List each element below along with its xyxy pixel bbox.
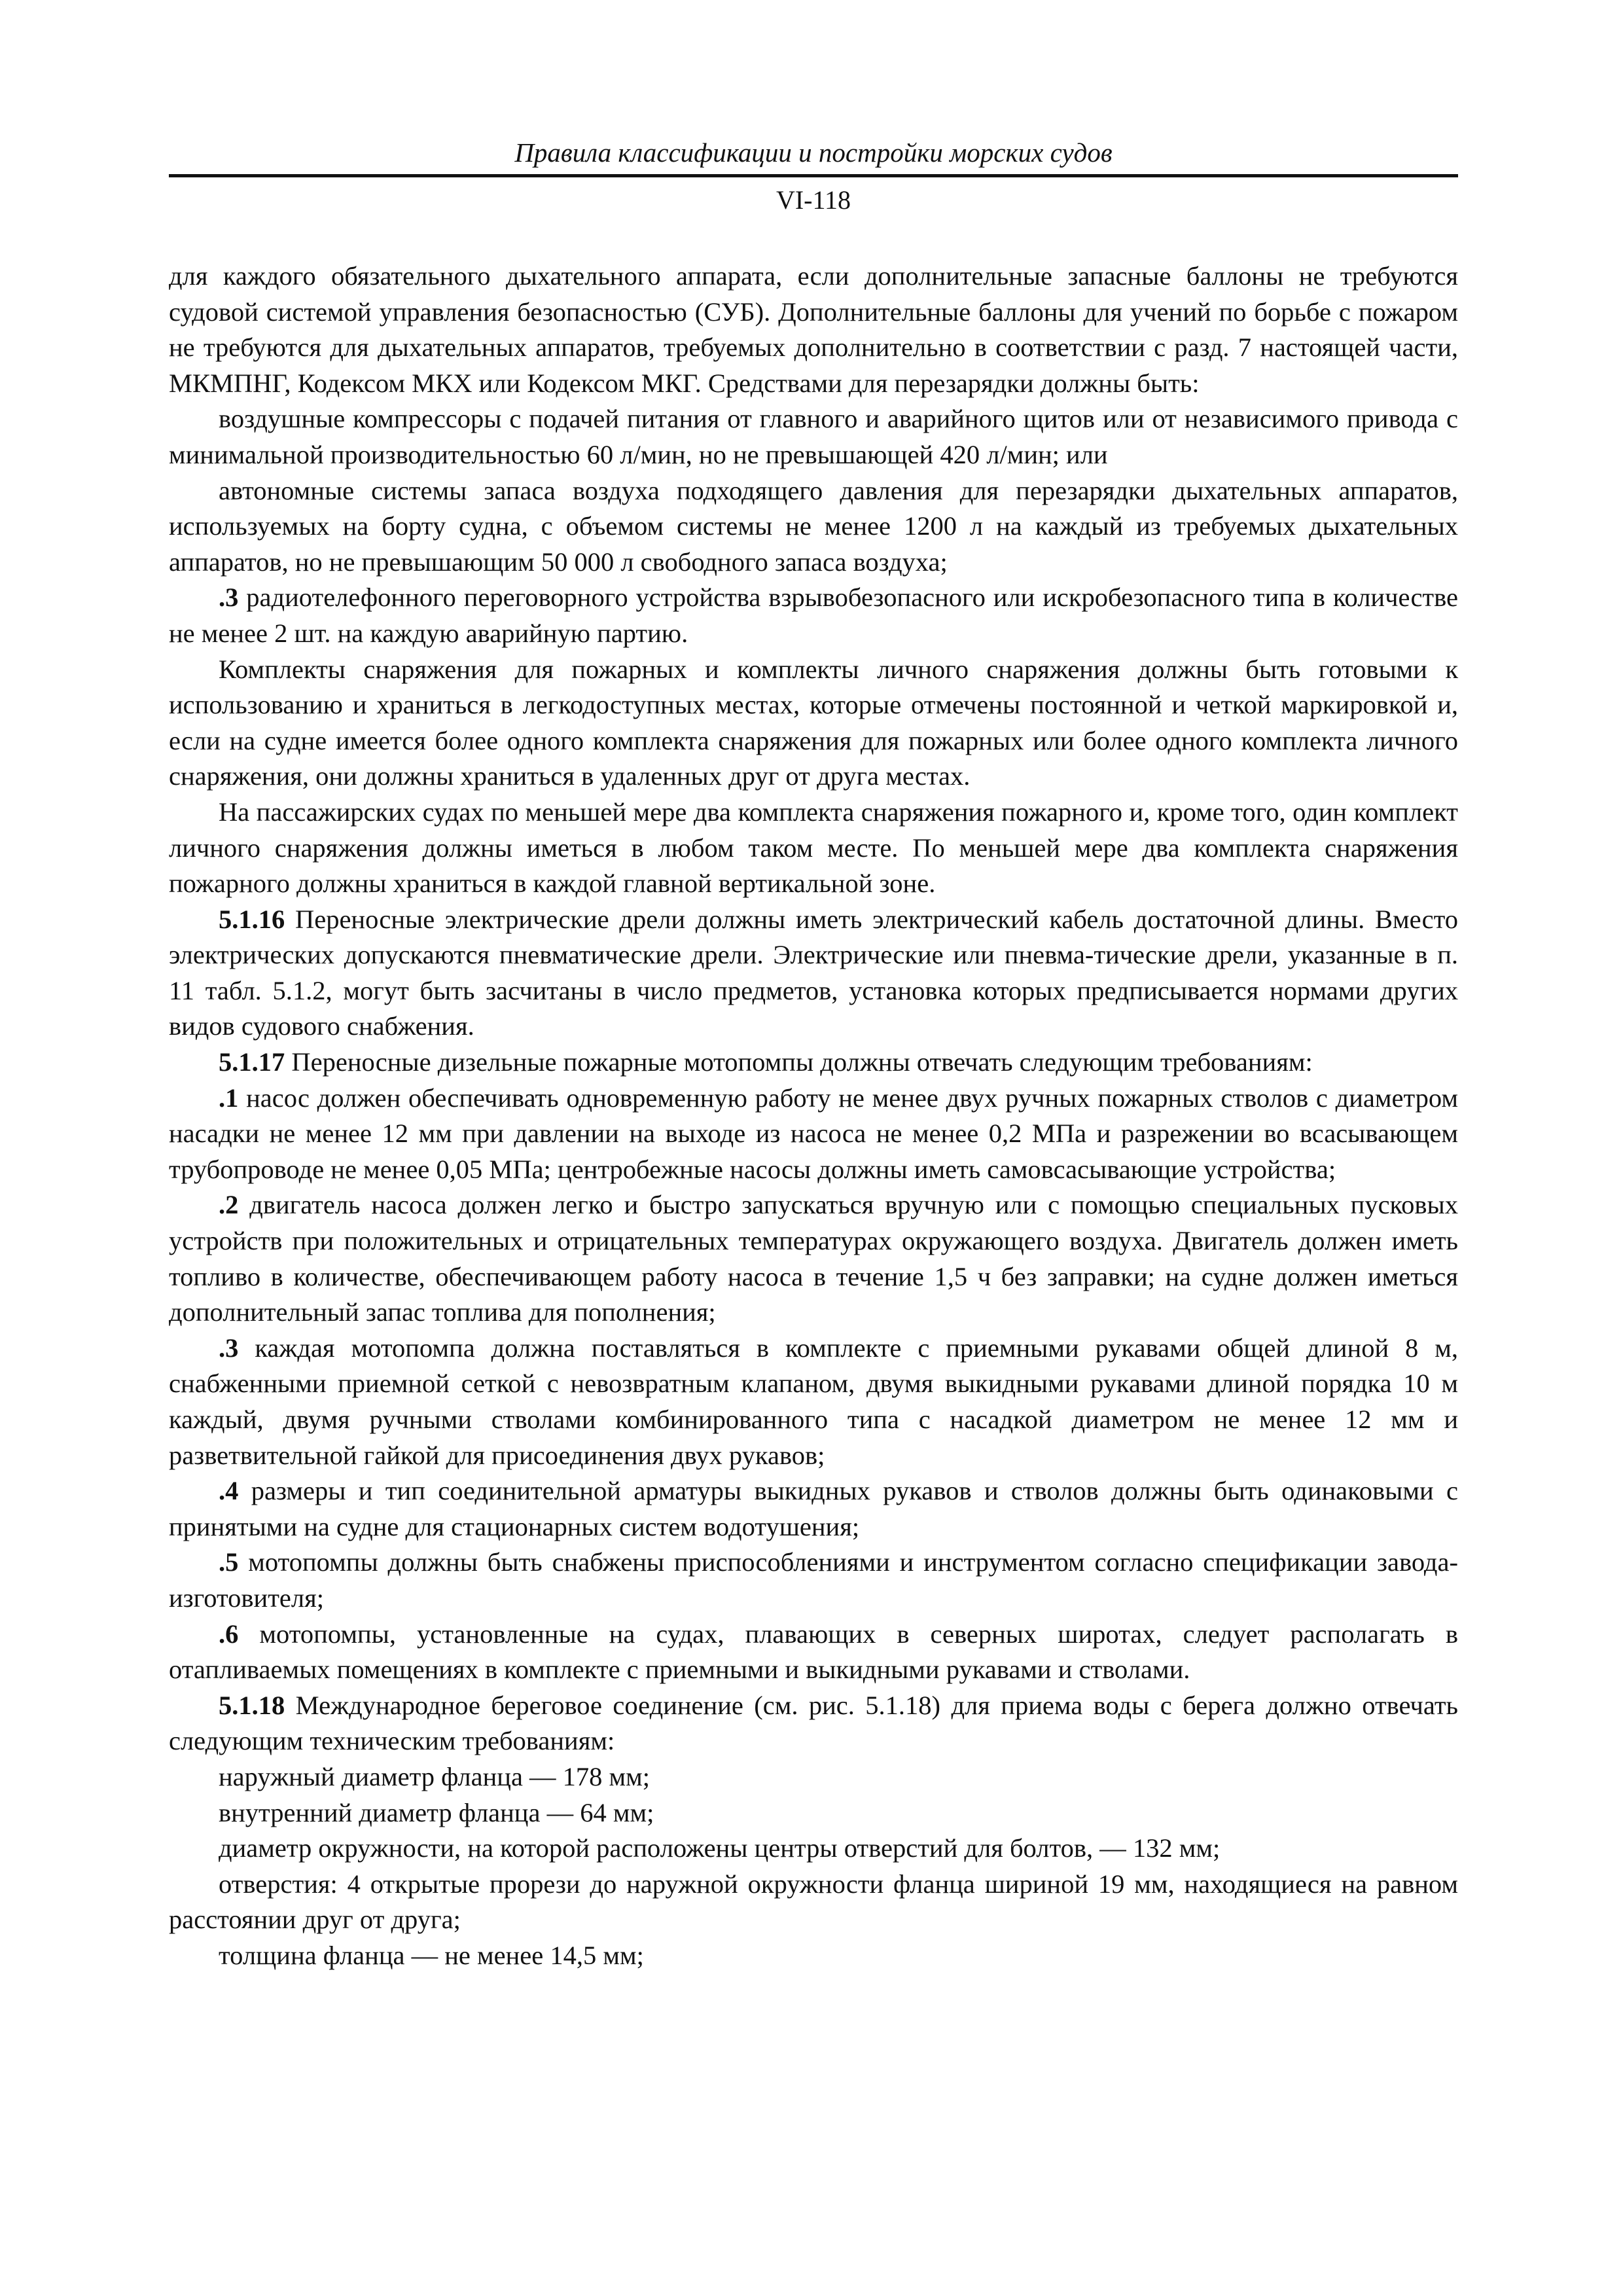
running-title: Правила классификации и постройки морских судов xyxy=(514,137,1113,168)
paragraph xyxy=(169,1045,1458,1081)
paragraph xyxy=(169,1688,1458,1759)
section-number: 5.1.18 xyxy=(219,1690,285,1720)
paragraph xyxy=(169,1331,1458,1473)
item-number: .4 xyxy=(219,1476,239,1506)
paragraph-text: Переносные дизельные пожарные мотопомпы должны отвечать следующим требованиям: xyxy=(285,1047,1313,1077)
page-number: VI-118 xyxy=(776,185,851,215)
paragraph-text: мотопомпы, установленные на судах, плавающих в северных широтах, следует располагать в отапливаемых помещениях в комплекте с приемными и выкидными рукавами и стволами. xyxy=(169,1619,1458,1685)
header-rule xyxy=(169,174,1458,177)
paragraph xyxy=(169,902,1458,1045)
paragraph xyxy=(169,580,1458,651)
paragraph-text: диаметр окружности, на которой расположены центры отверстий для болтов, — 132 мм; xyxy=(219,1833,1221,1863)
paragraph xyxy=(169,1831,1458,1867)
section-number: 5.1.17 xyxy=(219,1047,285,1077)
paragraph-text: воздушные компрессоры с подачей питания от главного и аварийного щитов или от независимого привода с минимальной производительностью 60 л/мин, но не превышающей 420 л/мин; или xyxy=(169,404,1458,469)
item-number: .3 xyxy=(219,583,239,613)
paragraph xyxy=(169,1617,1458,1688)
paragraph-text: мотопомпы должны быть снабжены приспособлениями и инструментом согласно спецификации завода-изготовителя; xyxy=(169,1547,1458,1613)
paragraph-text: двигатель насоса должен легко и быстро запускаться вручную или с помощью специальных пусковых устройств при положительных и отрицательных температурах окружающего воздуха. Двигатель должен иметь топливо в количестве, обеспечивающем работу насоса в течение 1,5 ч без заправки; на судне должен иметься дополнительный запас топлива для пополнения; xyxy=(169,1190,1458,1327)
paragraph-text: радиотелефонного переговорного устройства взрывобезопасного или искробезопасного типа в количестве не менее 2 шт. на каждую аварийную партию. xyxy=(169,583,1458,648)
paragraph-text: насос должен обеспечивать одновременную работу не менее двух ручных пожарных стволов с диаметром насадки не менее 12 мм при давлении на выходе из насоса не менее 0,2 МПа и разрежении во всасывающем трубопроводе не менее 0,05 МПа; центробежные насосы должны иметь самовсасывающие устройства; xyxy=(169,1083,1458,1184)
paragraph-text: Переносные электрические дрели должны иметь электрический кабель достаточной длины. Вместо электрических допускаются пневматические дрели. Электрические или пневма-тические дрели, указанные в п. 11 табл. 5.1.2, могут быть засчитаны в число предметов, установка которых предписывается нормами других видов судового снабжения. xyxy=(169,904,1458,1041)
paragraph xyxy=(169,652,1458,795)
item-number: .5 xyxy=(219,1547,239,1577)
paragraph-text: автономные системы запаса воздуха подходящего давления для перезарядки дыхательных аппаратов, используемых на борту судна, с объемом системы не менее 1200 л на каждый из требуемых дыхательных аппаратов, но не превышающим 50 000 л свободного запаса воздуха; xyxy=(169,475,1458,577)
paragraph-text: Комплекты снаряжения для пожарных и комплекты личного снаряжения должны быть готовыми к использованию и храниться в легкодоступных местах, которые отмечены постоянной и четкой маркировкой и, если на судне имеется более одного комплекта снаряжения для пожарных или более одного комплекта личного снаряжения, они должны храниться в удаленных друг от друга местах. xyxy=(169,654,1458,791)
paragraph xyxy=(169,401,1458,473)
paragraph xyxy=(169,473,1458,581)
paragraph xyxy=(169,1187,1458,1330)
paragraph xyxy=(169,1759,1458,1795)
item-number: .2 xyxy=(219,1190,239,1220)
paragraph-text: наружный диаметр фланца — 178 мм; xyxy=(219,1761,651,1791)
item-number: .3 xyxy=(219,1333,239,1363)
paragraph xyxy=(169,1938,1458,1974)
paragraph-text: для каждого обязательного дыхательного аппарата, если дополнительные запасные баллоны не требуются судовой системой управления безопасностью (СУБ). Дополнительные баллоны для учений по борьбе с пожаром не требуются для дыхательных аппаратов, требуемых дополнительно в соответствии с разд. 7 настоящей части, МКМПНГ, Кодексом МКХ или Кодексом МКГ. Средствами для перезарядки должны быть: xyxy=(169,261,1458,398)
section-number: 5.1.16 xyxy=(219,904,285,934)
paragraph-text: отверстия: 4 открытые прорези до наружной окружности фланца шириной 19 мм, находящиеся на равном расстоянии друг от друга; xyxy=(169,1869,1458,1935)
paragraph xyxy=(169,795,1458,902)
paragraph xyxy=(169,259,1458,401)
body-text xyxy=(169,259,1458,1974)
paragraph xyxy=(169,1867,1458,1938)
paragraph xyxy=(169,1081,1458,1188)
paragraph xyxy=(169,1545,1458,1616)
paragraph xyxy=(169,1795,1458,1831)
paragraph-text: На пассажирских судах по меньшей мере два комплекта снаряжения пожарного и, кроме того, один комплект личного снаряжения должны иметься в любом таком месте. По меньшей мере два комплекта снаряжения пожарного должны храниться в каждой главной вертикальной зоне. xyxy=(169,797,1458,899)
item-number: .6 xyxy=(219,1619,239,1649)
paragraph-text: толщина фланца — не менее 14,5 мм; xyxy=(219,1940,644,1970)
paragraph-text: размеры и тип соединительной арматуры выкидных рукавов и стволов должны быть одинаковыми с принятыми на судне для стационарных систем водотушения; xyxy=(169,1476,1458,1541)
paragraph-text: внутренний диаметр фланца — 64 мм; xyxy=(219,1797,654,1827)
paragraph-text: каждая мотопомпа должна поставляться в комплекте с приемными рукавами общей длиной 8 м, снабженными приемной сеткой с невозвратным клапаном, двумя выкидными рукавами длиной порядка 10 м каждый, двумя ручными стволами комбинированного типа с насадкой диаметром не менее 12 мм и разветвительной гайкой для присоединения двух рукавов; xyxy=(169,1333,1458,1470)
item-number: .1 xyxy=(219,1083,239,1113)
paragraph xyxy=(169,1473,1458,1545)
paragraph-text: Международное береговое соединение (см. рис. 5.1.18) для приема воды с берега должно отвечать следующим техническим требованиям: xyxy=(169,1690,1458,1756)
